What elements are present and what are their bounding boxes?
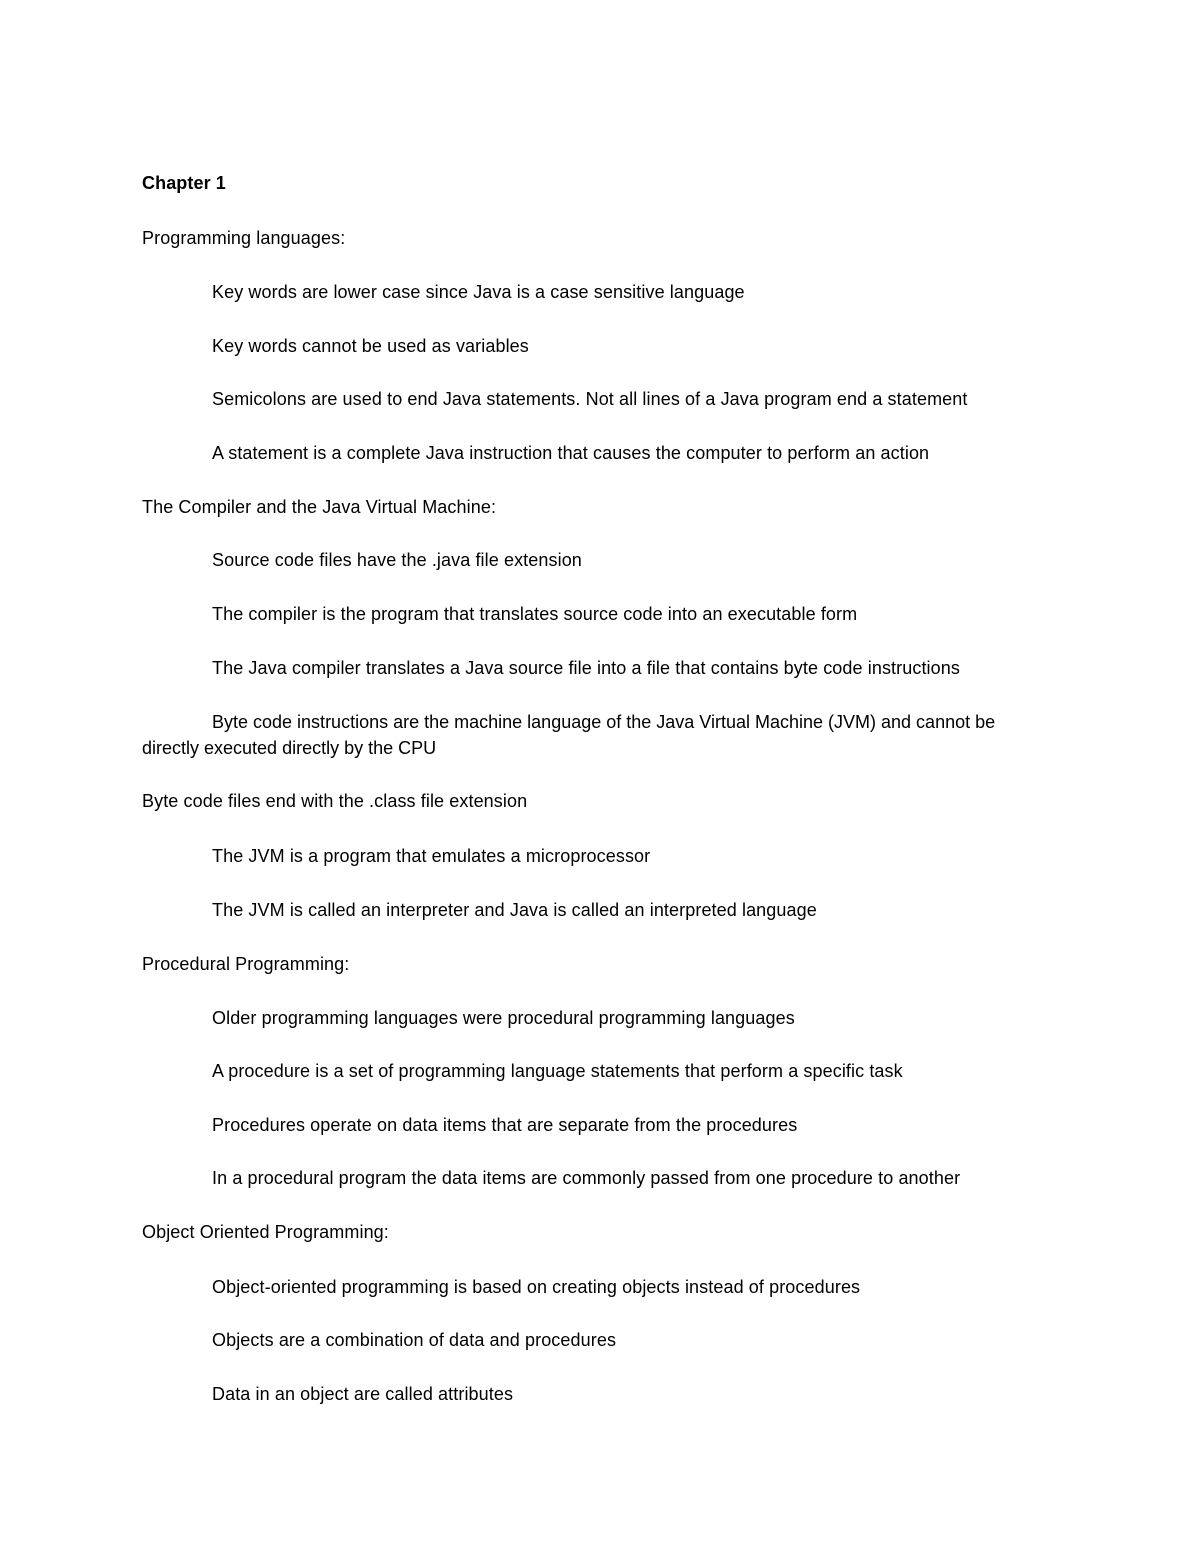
chapter-title: Chapter 1 [142, 173, 226, 193]
note-line: The JVM is called an interpreter and Java is called an interpreted language [212, 900, 817, 920]
note-line: Data in an object are called attributes [212, 1384, 514, 1404]
note-line: The Java compiler translates a Java source file into a file that contains byte code instructions [212, 658, 960, 678]
note-line: Older programming languages were procedural programming languages [212, 1008, 795, 1028]
note-line: Object-oriented programming is based on creating objects instead of procedures [212, 1277, 861, 1297]
note-line: Semicolons are used to end Java statements. Not all lines of a Java program end a statement [212, 389, 968, 409]
note-line: A statement is a complete Java instruction that causes the computer to perform an action [212, 443, 930, 463]
section-heading: Object Oriented Programming: [142, 1222, 389, 1242]
note-line: A procedure is a set of programming language statements that perform a specific task [212, 1061, 903, 1081]
note-line: The JVM is a program that emulates a microprocessor [212, 846, 651, 866]
note-line: Source code files have the .java file extension [212, 550, 582, 570]
section-heading: Programming languages: [142, 228, 346, 248]
note-line: In a procedural program the data items are commonly passed from one procedure to another [212, 1168, 961, 1188]
note-line: Key words cannot be used as variables [212, 336, 529, 356]
note-line: Byte code files end with the .class file extension [142, 791, 528, 811]
note-line: Objects are a combination of data and procedures [212, 1330, 617, 1350]
note-line: The compiler is the program that translates source code into an executable form [212, 604, 858, 624]
section-heading: Procedural Programming: [142, 954, 350, 974]
section-heading: The Compiler and the Java Virtual Machine: [142, 497, 497, 517]
note-paragraph: Byte code instructions are the machine language of the Java Virtual Machine (JVM) and cannot be directly executed directly by the CPU [142, 712, 996, 758]
note-line: Key words are lower case since Java is a case sensitive language [212, 282, 745, 302]
note-line: Procedures operate on data items that are separate from the procedures [212, 1115, 798, 1135]
